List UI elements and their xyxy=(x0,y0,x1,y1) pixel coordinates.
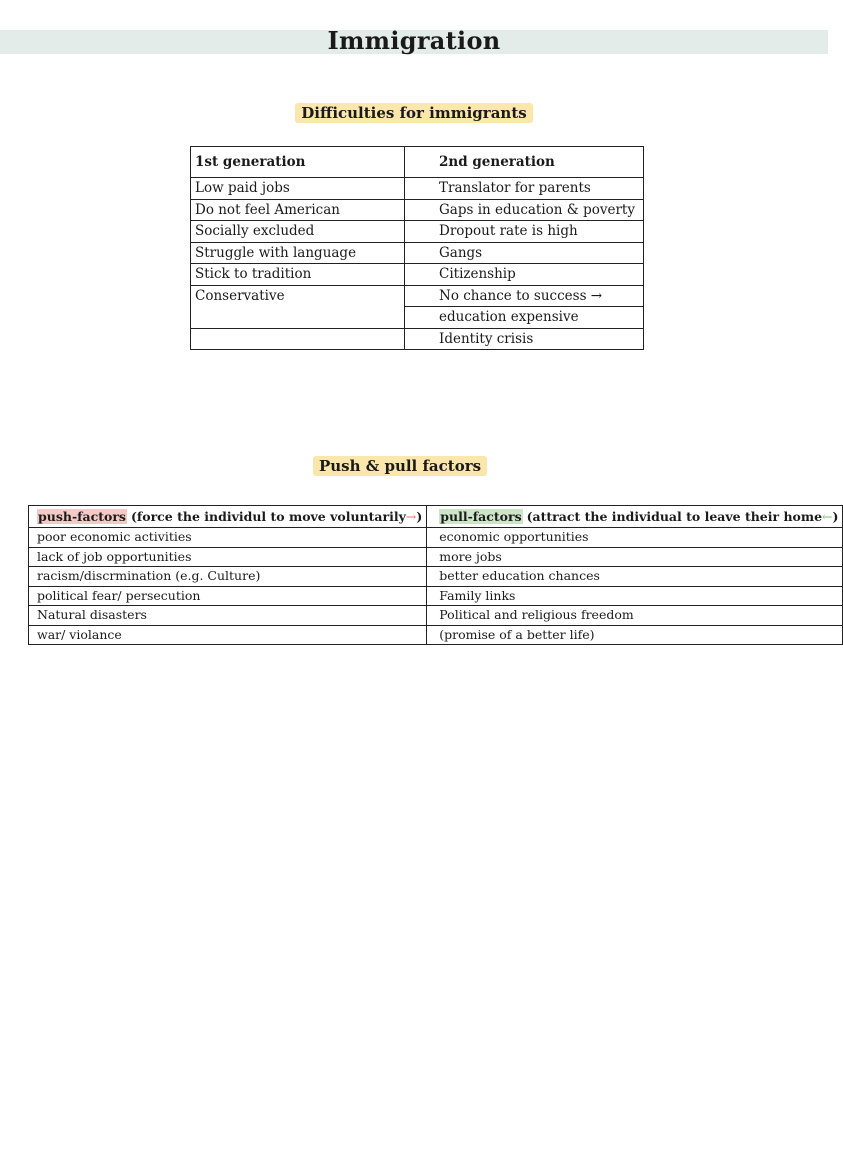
second-gen-cell: Citizenship xyxy=(405,264,644,286)
table-row xyxy=(191,307,644,329)
arrow-left-icon: ← xyxy=(822,509,833,524)
pull-factor-cell: better education chances xyxy=(427,567,843,587)
arrow-right-icon: → xyxy=(405,509,417,524)
pull-factor-cell: Family links xyxy=(427,586,843,606)
empty-cell xyxy=(191,328,405,350)
table-row xyxy=(29,547,843,567)
table-row xyxy=(191,328,644,350)
table-row xyxy=(29,606,843,626)
second-gen-cell: Identity crisis xyxy=(405,328,644,350)
table-row xyxy=(29,586,843,606)
table-row xyxy=(29,528,843,548)
second-generation-header: 2nd generation xyxy=(405,147,644,178)
second-gen-cell: Gaps in education & poverty xyxy=(405,199,644,221)
table-row xyxy=(191,199,644,221)
generation-table xyxy=(190,146,644,350)
second-gen-cell: Gangs xyxy=(405,242,644,264)
second-gen-cell: education expensive xyxy=(405,307,644,329)
table-row xyxy=(29,625,843,645)
table-row xyxy=(191,242,644,264)
push-pull-heading-text: Push & pull factors xyxy=(313,456,487,476)
pull-factors-label: pull-factors xyxy=(440,509,522,524)
first-gen-cell: Conservative xyxy=(191,285,405,307)
second-gen-cell: Dropout rate is high xyxy=(405,221,644,243)
first-gen-cell: Do not feel American xyxy=(191,199,405,221)
push-factor-cell: Natural disasters xyxy=(29,606,427,626)
pull-factor-cell: (promise of a better life) xyxy=(427,625,843,645)
push-pull-heading xyxy=(0,457,800,475)
push-factor-cell: poor economic activities xyxy=(29,528,427,548)
push-factors-definition: (force the individul to move voluntarily xyxy=(130,509,406,524)
push-factor-cell: lack of job opportunities xyxy=(29,547,427,567)
pull-factor-cell: Political and religious freedom xyxy=(427,606,843,626)
pull-factors-header xyxy=(427,506,843,528)
push-factor-cell: political fear/ persecution xyxy=(29,586,427,606)
table-row xyxy=(191,221,644,243)
pull-factor-cell: economic opportunities xyxy=(427,528,843,548)
push-factors-header xyxy=(29,506,427,528)
second-gen-cell: No chance to success → xyxy=(405,285,644,307)
table-row xyxy=(191,285,644,307)
difficulties-heading xyxy=(0,104,828,122)
second-gen-cell: Translator for parents xyxy=(405,178,644,200)
first-gen-cell: Low paid jobs xyxy=(191,178,405,200)
push-factor-cell: racism/discrmination (e.g. Culture) xyxy=(29,567,427,587)
pull-factor-cell: more jobs xyxy=(427,547,843,567)
table-row xyxy=(191,178,644,200)
empty-cell xyxy=(191,307,405,329)
first-gen-cell: Socially excluded xyxy=(191,221,405,243)
table-row xyxy=(29,567,843,587)
first-generation-header: 1st generation xyxy=(191,147,405,178)
first-gen-cell: Stick to tradition xyxy=(191,264,405,286)
table-header-row xyxy=(29,506,843,528)
difficulties-heading-text: Difficulties for immigrants xyxy=(295,103,532,123)
push-pull-table xyxy=(28,505,843,645)
push-factors-label: push-factors xyxy=(38,509,126,524)
table-row xyxy=(191,264,644,286)
push-close-paren: ) xyxy=(416,509,423,524)
first-gen-cell: Struggle with language xyxy=(191,242,405,264)
page-title: Immigration xyxy=(327,26,501,55)
push-factor-cell: war/ violance xyxy=(29,625,427,645)
pull-close-paren: ) xyxy=(832,509,839,524)
table-header-row xyxy=(191,147,644,178)
pull-factors-definition: (attract the individual to leave their home xyxy=(526,509,823,524)
